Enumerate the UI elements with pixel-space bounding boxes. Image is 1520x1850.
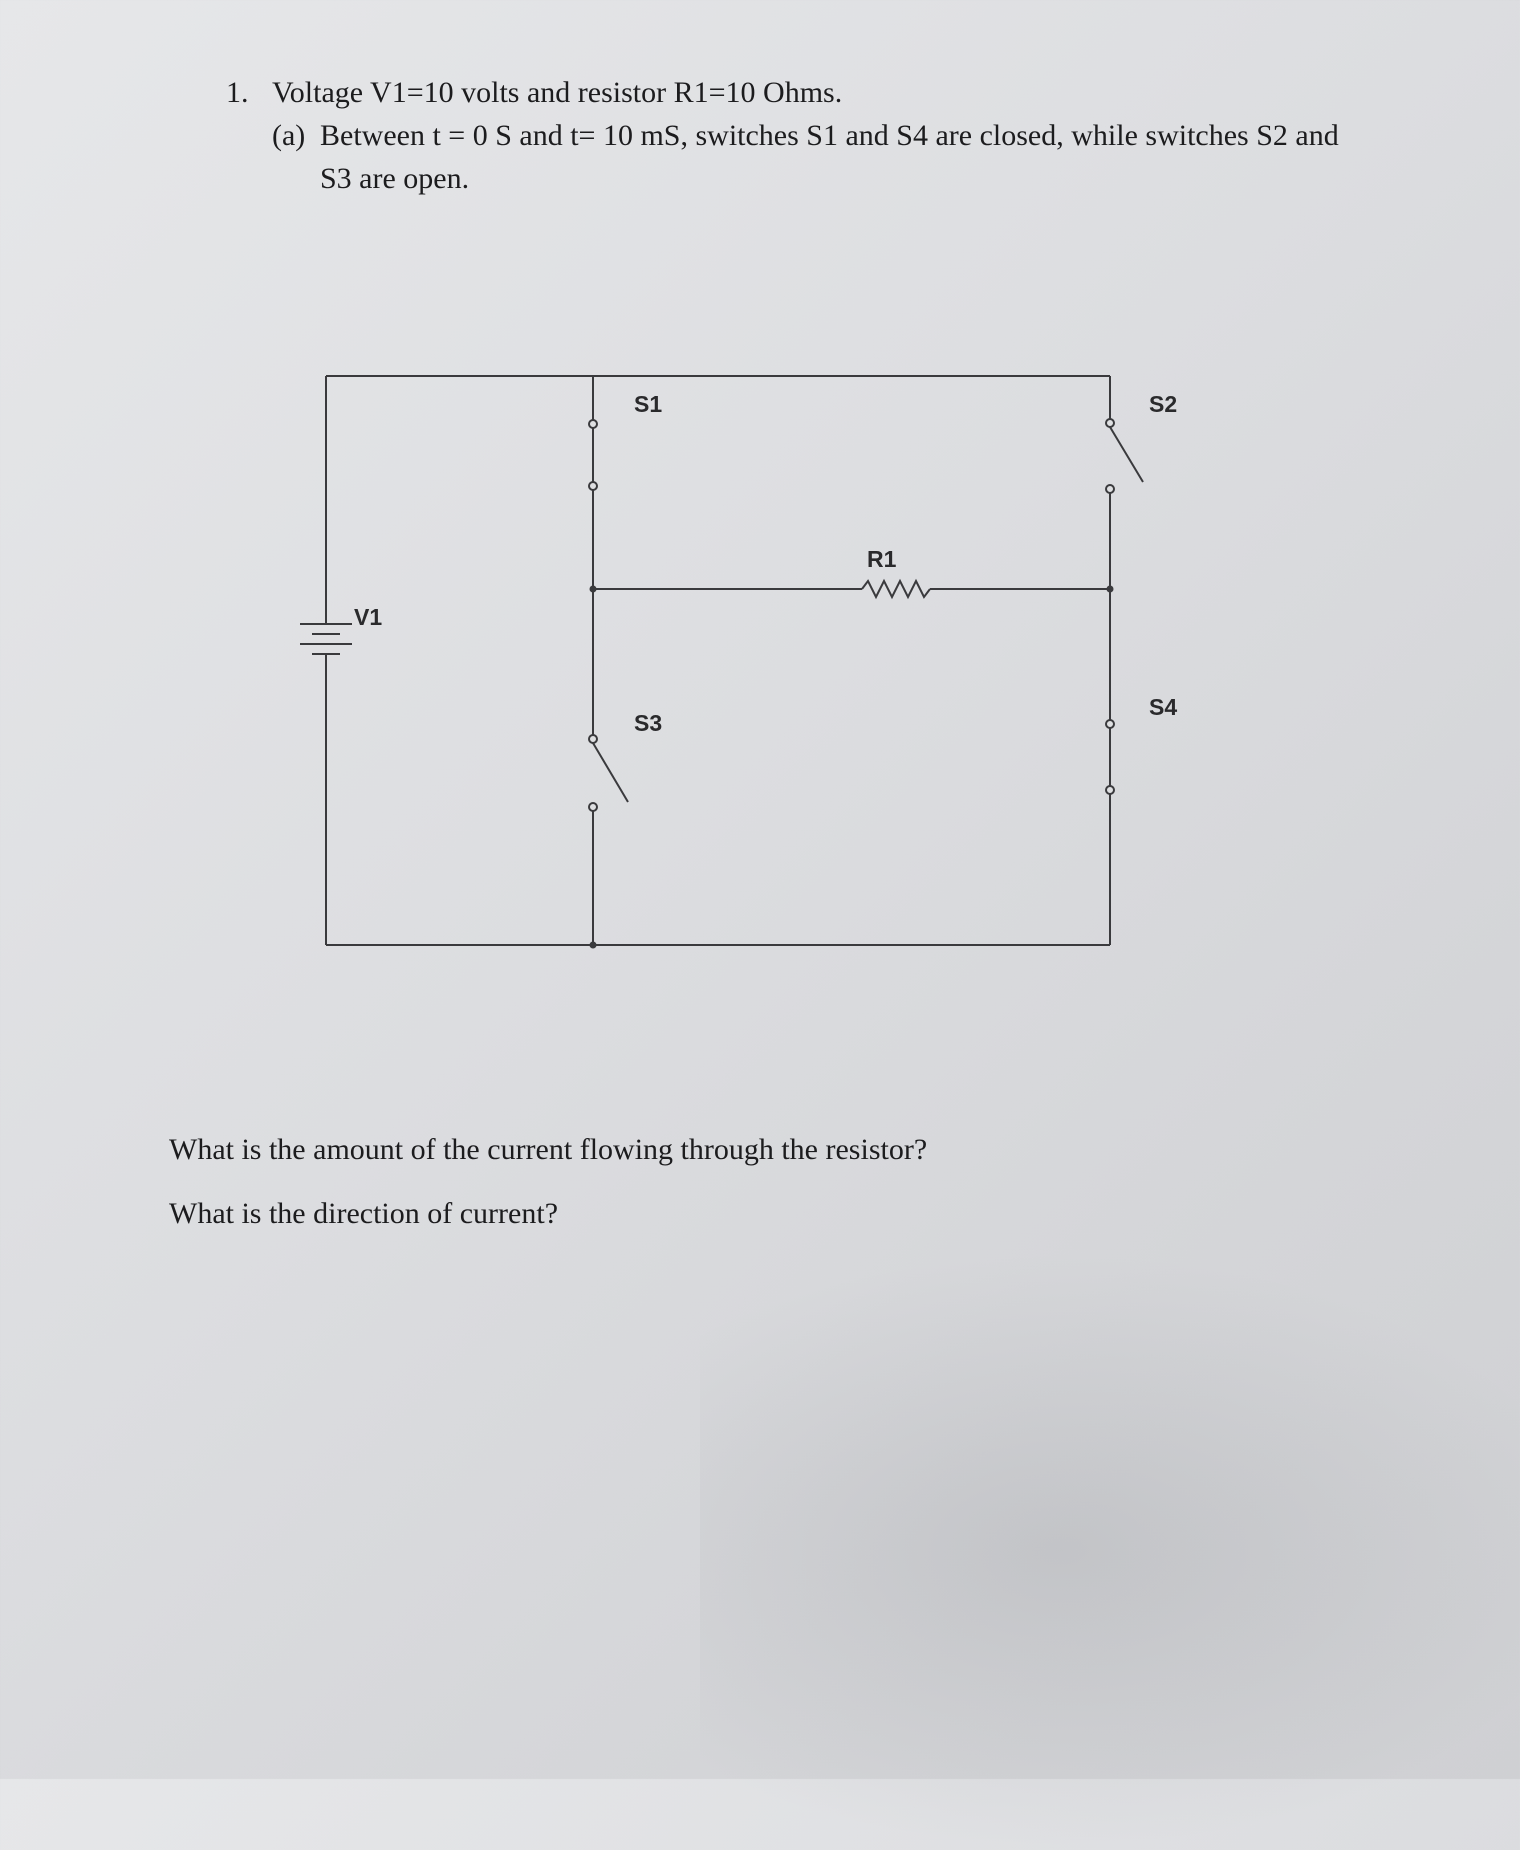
switch-s2 xyxy=(1106,419,1143,493)
voltage-source-v1 xyxy=(300,616,352,662)
question-number: 1. xyxy=(226,76,249,109)
label-s2: S2 xyxy=(1149,391,1178,417)
junction-dots xyxy=(590,586,1114,949)
label-s3: S3 xyxy=(634,710,663,736)
part-a-text-line-1: Between t = 0 S and t= 10 mS, switches S1 and S4 are closed, while switches S2 and xyxy=(320,119,1339,152)
switch-s4 xyxy=(1106,720,1114,794)
circuit-wires xyxy=(326,376,1110,945)
label-v1: V1 xyxy=(354,604,383,630)
part-a-text-line-2: S3 are open. xyxy=(320,162,470,195)
switch-s1 xyxy=(589,420,597,490)
resistor-r1 xyxy=(862,581,930,597)
switch-s3 xyxy=(589,735,628,811)
question-intro: Voltage V1=10 volts and resistor R1=10 Ohms. xyxy=(272,76,843,109)
label-s4: S4 xyxy=(1149,694,1178,720)
label-s1: S1 xyxy=(634,391,663,417)
part-a-label: (a) xyxy=(272,119,306,152)
label-r1: R1 xyxy=(867,546,897,572)
question-current-amount: What is the amount of the current flowing through the resistor? xyxy=(169,1133,928,1166)
question-current-direction: What is the direction of current? xyxy=(169,1197,559,1230)
